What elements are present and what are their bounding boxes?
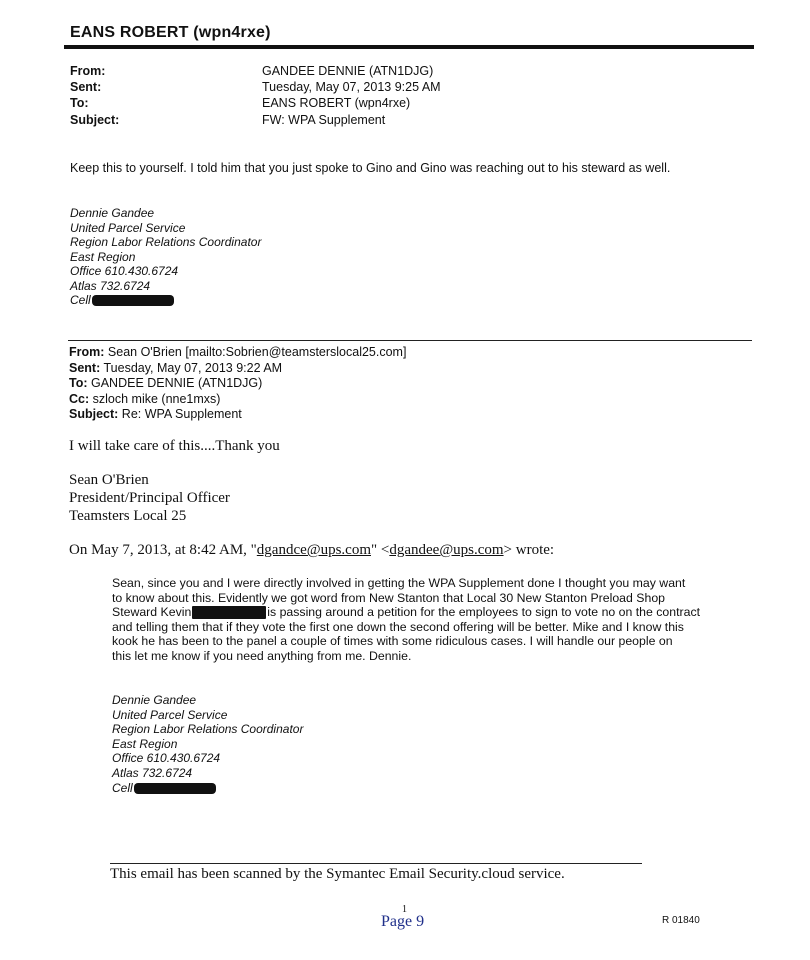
- signature-cell-label: Cell: [70, 293, 91, 307]
- bates-number: R 01840: [662, 915, 700, 926]
- reply-signature-org: Teamsters Local 25: [69, 508, 187, 524]
- header-divider: [64, 45, 754, 49]
- fwd-cc-label: Cc:: [69, 391, 90, 406]
- quoted-signature-atlas: Atlas 732.6724: [112, 765, 193, 780]
- fwd-cc-value: szloch mike (nne1mxs): [92, 391, 221, 406]
- fwd-subject-value: Re: WPA Supplement: [121, 407, 242, 421]
- signature-name: Dennie Gandee: [70, 206, 155, 220]
- quoted-signature-company: United Parcel Service: [112, 707, 228, 722]
- forward-divider: [68, 340, 752, 341]
- to-label: To:: [70, 96, 89, 110]
- quoted-line: and telling them that if they vote the first one down the second offering will be better. Mike and I know this: [112, 619, 684, 634]
- signature-block: [70, 206, 261, 308]
- quoted-signature-block: [112, 693, 303, 795]
- fwd-from-label: From:: [69, 345, 105, 359]
- footer-divider: [110, 863, 642, 864]
- quoted-line: Sean, since you and I were directly involved in getting the WPA Supplement done I thought you may want: [112, 576, 686, 590]
- reply-signature: [69, 471, 230, 525]
- signature-company: United Parcel Service: [70, 220, 186, 235]
- redaction-bar: [192, 606, 266, 619]
- mailbox-owner-title: EANS ROBERT (wpn4rxe): [70, 24, 271, 41]
- quoted-signature-title: Region Labor Relations Coordinator: [112, 722, 304, 737]
- fwd-from-value: Sean O'Brien [mailto:Sobrien@teamsterslocal25.com]: [107, 345, 407, 359]
- quoted-message: [112, 576, 712, 664]
- to-value: EANS ROBERT (wpn4rxe): [262, 96, 411, 110]
- quoted-signature-cell-label: Cell: [112, 780, 133, 795]
- quoted-line: [112, 605, 712, 620]
- from-value: GANDEE DENNIE (ATN1DJG): [262, 64, 434, 78]
- quoted-line-part: is passing around a petition for the employees to sign to vote no on the contract: [267, 605, 701, 620]
- subject-value: FW: WPA Supplement: [262, 113, 386, 127]
- quoted-line: this let me know if you need anything from me. Dennie.: [112, 648, 412, 663]
- signature-region: East Region: [70, 249, 136, 264]
- signature-title: Region Labor Relations Coordinator: [70, 235, 262, 249]
- fwd-sent-value: Tuesday, May 07, 2013 9:22 AM: [103, 360, 283, 375]
- quote-email-link-2[interactable]: dgandee@ups.com: [389, 542, 504, 558]
- subject-label: Subject:: [70, 113, 120, 127]
- quoted-line: kook he has been to the panel a couple of times with some ridiculous cases. I will handle our people on: [112, 634, 673, 649]
- reply-signature-title: President/Principal Officer: [69, 490, 230, 506]
- quoted-signature-cell: [112, 781, 303, 796]
- email-body: Keep this to yourself. I told him that you just spoke to Gino and Gino was reaching out to his steward as well.: [70, 161, 671, 175]
- quoted-signature-name: Dennie Gandee: [112, 693, 197, 707]
- quote-intro-prefix: On May 7, 2013, at 8:42 AM, ": [69, 542, 257, 558]
- signature-cell: [70, 293, 261, 308]
- reply-text: I will take care of this....Thank you: [69, 438, 280, 454]
- quoted-line: to know about this. Evidently we got word from New Stanton that Local 30 New Stanton Preload Shop: [112, 590, 665, 605]
- redaction-bar: [134, 783, 216, 794]
- quote-intro: [69, 542, 554, 559]
- fwd-to-label: To:: [69, 376, 88, 390]
- from-label: From:: [70, 64, 106, 78]
- sent-label: Sent:: [70, 80, 102, 94]
- page-label: Page 9: [381, 913, 425, 930]
- quoted-signature-region: East Region: [112, 736, 178, 751]
- scan-notice: This email has been scanned by the Symantec Email Security.cloud service.: [110, 866, 565, 882]
- signature-atlas: Atlas 732.6724: [70, 278, 151, 293]
- quote-intro-middle: " <: [371, 542, 390, 558]
- quoted-line-part: Steward Kevin: [112, 605, 192, 620]
- fwd-sent-label: Sent:: [69, 360, 101, 375]
- page-number-small: 1: [402, 904, 407, 915]
- signature-office: Office 610.430.6724: [70, 264, 179, 278]
- quoted-signature-office: Office 610.430.6724: [112, 751, 221, 766]
- sent-value: Tuesday, May 07, 2013 9:25 AM: [262, 80, 441, 94]
- reply-signature-name: Sean O'Brien: [69, 472, 149, 488]
- quote-email-link-1[interactable]: dgandce@ups.com: [256, 542, 371, 558]
- quote-intro-suffix: > wrote:: [503, 542, 555, 558]
- fwd-subject-label: Subject:: [69, 407, 119, 421]
- redaction-bar: [92, 295, 174, 306]
- fwd-to-value: GANDEE DENNIE (ATN1DJG): [91, 376, 263, 390]
- forwarded-header: [69, 345, 406, 423]
